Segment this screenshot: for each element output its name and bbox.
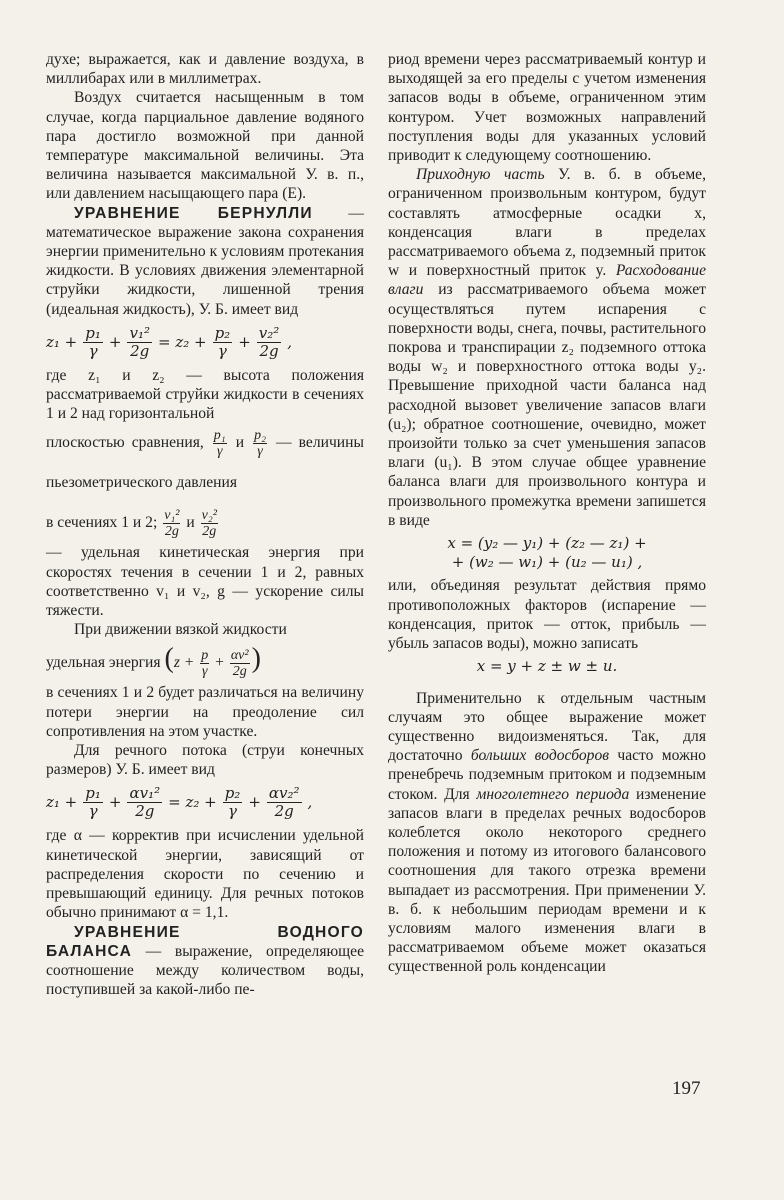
entry-bernoulli	[46, 204, 364, 319]
paragraph: плоскостью сравнения, $\frac{\text{p₁}}{\gamma}$ и $\frac{\text{p₂}}{\gamma}$ — величины пьезометрического давления	[46, 428, 364, 492]
paragraph: Применительно к отдельным частным случаям это общее выражение может существенно видоизменяться. Так, для достаточно больших водосборов часто можно пренебречь подземным притоком и подземным стоком. Для многолетнего периода изменение запасов влаги в пределах речных водосборов колеблется около некоторого среднего положения и потому из итогового балансового соотношения для такого отрезка времени выпадает из рассмотрения. При применении У. в. б. к небольшим периодам времени и к условиям малого изменения влаги в рассматриваемом объеме может оказаться существенной роль конденсации	[388, 689, 706, 976]
paragraph: где α — корректив при исчислении удельной кинетической энергии, зависящий от распределения скорости по сечению и превышающий единицу. Для речных потоков обычно принимают α = 1,1.	[46, 827, 364, 922]
water-balance-equation: x = (y₂ — y₁) + (z₂ — z₁) + + (w₂ — w₁) + (u₂ — u₁) ,	[447, 534, 647, 572]
page-number: 197	[672, 1078, 701, 1099]
paragraph: духе; выражается, как и давление воздуха, в миллибарах или в миллиметрах.	[46, 51, 364, 88]
entry-term: УРАВНЕНИЕ БЕРНУЛЛИ	[74, 204, 313, 222]
paragraph: в сечениях 1 и 2 будет различаться на величину потери энергии на преодоление сил сопротивления на этом участке.	[46, 684, 364, 740]
right-column	[388, 50, 706, 977]
bernoulli-formula-river: z₁ + $\frac{\text{p₁}}{\gamma}$ + $\frac{\text{αv₁²}}{2g}$ = z₂ + $\frac{\text{p₂}}{\gamma}$ + $\frac{\text{αv₂²}}{2g}$ ,	[46, 784, 313, 821]
paragraph: где z₁ и z₂ — высота положения рассматриваемой струйки жидкости в сечениях 1 и 2 над горизонтальной	[46, 366, 364, 423]
paragraph: Для речного потока (струи конечных размеров) У. Б. имеет вид	[46, 742, 364, 779]
bernoulli-formula-ideal: z₁ + $\frac{\text{p₁}}{\gamma}$ + $\frac{\text{v₁²}}{2g}$ = z₂ + $\frac{\text{p₂}}{\gamma}$ + $\frac{\text{v₂²}}{2g}$ ,	[46, 323, 293, 360]
water-balance-short-equation: x = y + z ± w ± u.	[476, 657, 618, 676]
entry-definition: — выражение, определяющее соотношение между количеством воды, поступившей за какой-либо пе-	[46, 942, 364, 999]
entry-water-balance	[46, 923, 364, 1000]
paragraph: — удельная кинетическая энергия при скоростях течения в сечении 1 и 2, равных соответственно v₁ и v₂, g — ускорение силы тяжести.	[46, 544, 364, 620]
paragraph: При движении вязкой жидкости	[74, 621, 287, 639]
paragraph: риод времени через рассматриваемый контур и выходящей за его пределы с учетом изменения запасов воды в объеме, ограниченном этим контуром. Учет возможных направлений поступления воды для указанных условий приводит к следующему соотношению.	[388, 51, 706, 165]
left-column	[46, 50, 364, 999]
paragraph: удельная энергия (z + $\frac{p}{\gamma}$ + $\frac{\text{αv²}}{2g}$ )	[46, 643, 261, 680]
paragraph: Приходную часть У. в. б. в объеме, ограниченном произвольным контуром, будут составлять атмосферные осадки x, конденсация влаги в пределах рассматриваемого объема z, подземный приток w и поверхностный приток y. Расходование влаги из рассматриваемого объема может осуществляться путем испарения с поверхности воды, снега, почвы, растительного покрова и транспирации z₂ подземного оттока воды w₂ и поверхностного оттока воды y₂. Превышение приходной части баланса над расходной вызовет увеличение запасов влаги (u₂); обратное соотношение, очевидно, может произойти только за счет уменьшения запасов влаги (u₁). В этом случае общее уравнение баланса влаги для произвольного контура и произвольного промежутка времени запишется в виде	[388, 166, 707, 529]
paragraph: Воздух считается насыщенным в том случае, когда парциальное давление водяного пара достигло возможной при данной температуре максимальной величины. Эта величина называется максимальной У. в. п., или давлением насыщающего пара (E).	[46, 89, 364, 203]
paragraph: или, объединяя результат действия прямо противоположных факторов (испарение — конденсация, приток — отток, прибыль — убыль запасов воды), можно записать	[388, 577, 706, 653]
entry-definition: — математическое выражение закона сохранения энергии применительно к условиям протекания жидкости. В условиях движения элементарной струйки жидкости, лишенной трения (идеальная жидкость), У. Б. имеет вид	[46, 204, 364, 318]
entry-term: УРАВНЕНИЕ ВОДНОГО БАЛАНСА	[46, 923, 364, 960]
paragraph: в сечениях 1 и 2; $\frac{\text{v₁²}}{2g}$ и $\frac{\text{v₂²}}{2g}$	[46, 508, 217, 540]
